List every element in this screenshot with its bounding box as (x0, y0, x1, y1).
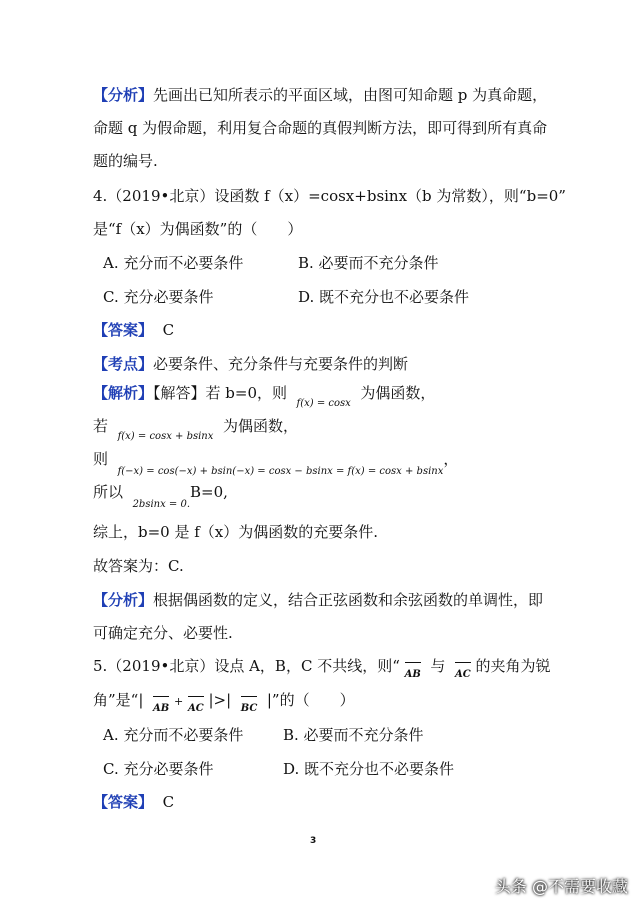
summary: 综上，b=0 是 f（x）为偶函数的充要条件. (93, 523, 379, 541)
solution: 【解析】【解答】若 b=0，则 $_{f(x) = cosx}$ 为偶函数， (93, 384, 436, 409)
option-d: D. 既不充分也不必要条件 (298, 288, 470, 306)
option-a: A. 充分而不必要条件 (103, 726, 244, 744)
watermark: 头条 @不需要收藏 (494, 877, 628, 896)
final-answer: 故答案为：C. (93, 557, 184, 575)
analysis-line: 【分析】根据偶函数的定义，结合正弦函数和余弦函数的单调性，即 (93, 591, 544, 609)
answer: 【答案】 C (93, 793, 175, 811)
option-b: B. 必要而不充分条件 (283, 726, 424, 744)
solution: 则 $_{f(-x) = cos(-x) + bsin(-x) = cosx - bsinx = f(x) = cosx + bsinx}$， (93, 450, 459, 477)
page-number: 3 (310, 836, 317, 846)
question-5: 角”是“| AB + AC |>| BC |”的（ ） (93, 690, 355, 713)
question-5: 5.（2019•北京）设点 A，B，C 不共线，则“ AB 与 AC 的夹角为锐 (93, 656, 551, 679)
option-a: A. 充分而不必要条件 (103, 254, 244, 272)
solution: 若 $_{f(x) = cosx + bsinx}$ 为偶函数， (93, 417, 298, 442)
analysis-line: 【分析】先画出已知所表示的平面区域，由图可知命题 p 为真命题， (93, 86, 548, 104)
question-4: 是“f（x）为偶函数”的（ ） (93, 220, 303, 238)
analysis-line: 命题 q 为假命题，利用复合命题的真假判断方法，即可得到所有真命 (93, 119, 548, 137)
answer: 【答案】 C (93, 321, 175, 339)
question-4: 4.（2019•北京）设函数 f（x）=cosx+bsinx（b 为常数），则“b=0” (93, 187, 566, 205)
option-c: C. 充分必要条件 (103, 760, 214, 778)
analysis-line: 可确定充分、必要性. (93, 624, 233, 642)
solution: 所以 $_{2bsinx = 0.}$B=0, (93, 483, 228, 510)
option-b: B. 必要而不充分条件 (298, 254, 439, 272)
option-d: D. 既不充分也不必要条件 (283, 760, 455, 778)
option-c: C. 充分必要条件 (103, 288, 214, 306)
analysis-line: 题的编号. (93, 152, 158, 170)
test-point: 【考点】必要条件、充分条件与充要条件的判断 (93, 355, 409, 373)
